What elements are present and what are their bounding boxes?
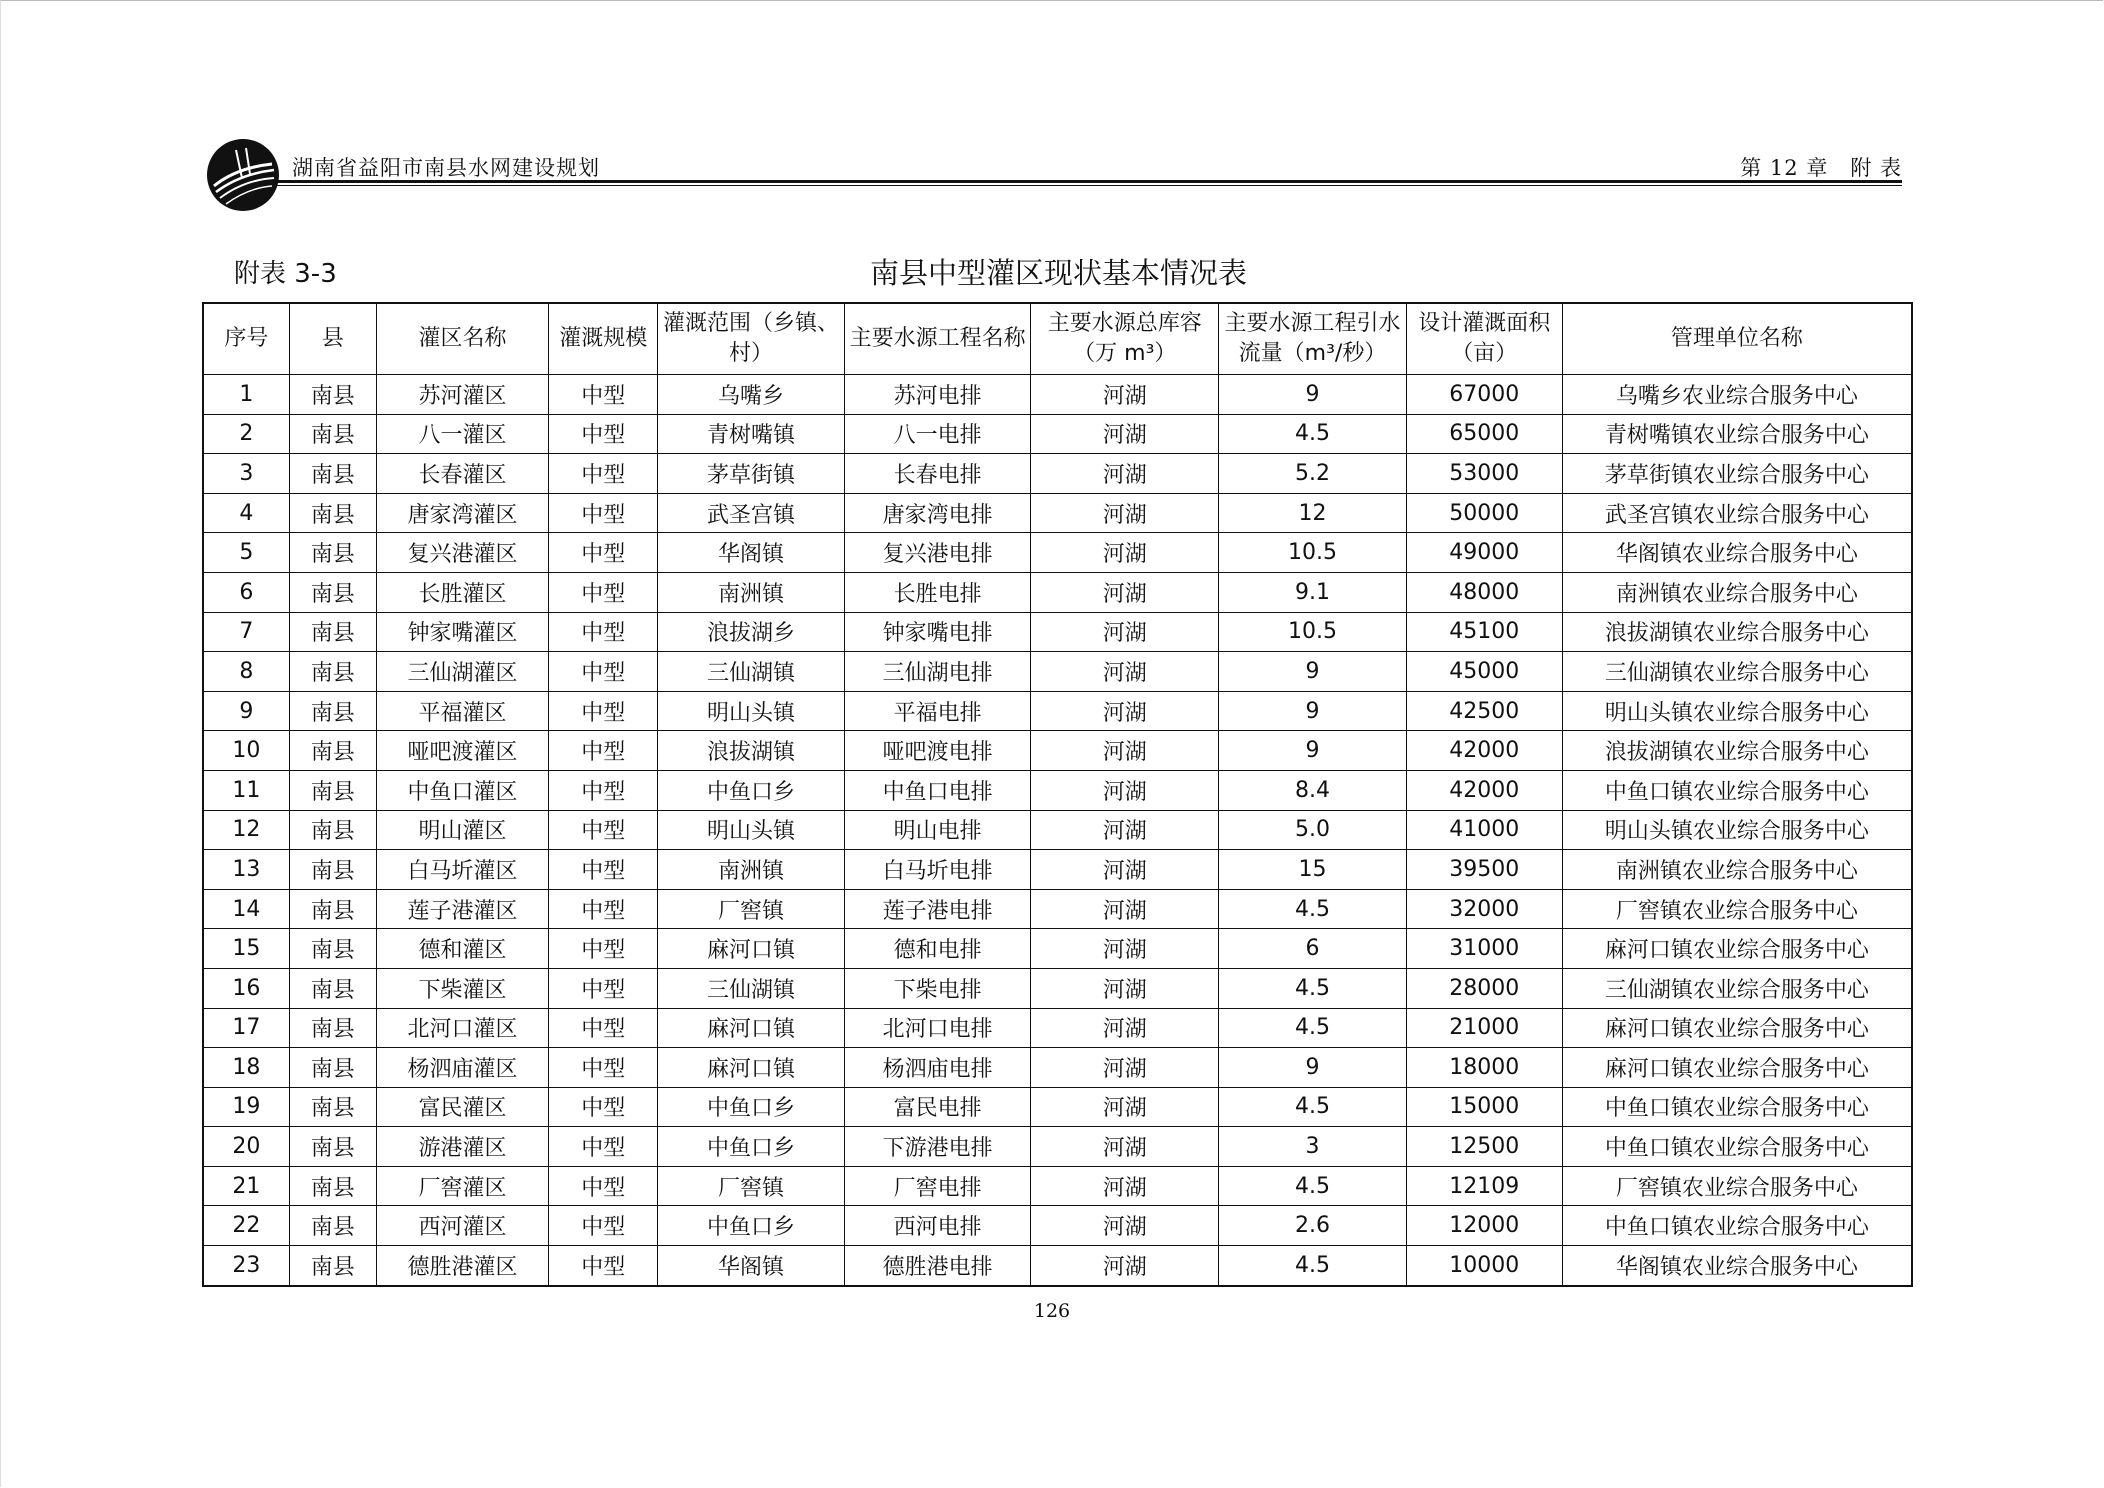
cell-index: 12 [203,810,289,850]
col-header-source-project: 主要水源工程名称 [844,303,1031,375]
cell-county: 南县 [289,1087,376,1127]
cell-design-area: 42000 [1406,770,1562,810]
cell-storage-capacity: 河湖 [1031,454,1219,494]
cell-flow-rate: 9 [1219,731,1407,771]
cell-county: 南县 [289,1246,376,1286]
cell-management-unit: 武圣宫镇农业综合服务中心 [1562,493,1912,533]
cell-design-area: 28000 [1406,968,1562,1008]
cell-county: 南县 [289,1048,376,1088]
cell-flow-rate: 4.5 [1219,1246,1407,1286]
cell-range: 明山头镇 [658,810,845,850]
cell-flow-rate: 12 [1219,493,1407,533]
cell-range: 中鱼口乡 [658,1206,845,1246]
cell-management-unit: 明山头镇农业综合服务中心 [1562,810,1912,850]
cell-district-name: 北河口灌区 [376,1008,549,1048]
table-header-row [203,303,1912,375]
cell-scale: 中型 [549,691,658,731]
cell-source-project: 平福电排 [844,691,1031,731]
cell-index: 21 [203,1166,289,1206]
cell-source-project: 中鱼口电排 [844,770,1031,810]
cell-design-area: 42500 [1406,691,1562,731]
table-row [203,493,1912,533]
cell-management-unit: 麻河口镇农业综合服务中心 [1562,929,1912,969]
cell-source-project: 哑吧渡电排 [844,731,1031,771]
cell-design-area: 65000 [1406,414,1562,454]
cell-district-name: 明山灌区 [376,810,549,850]
cell-flow-rate: 4.5 [1219,889,1407,929]
cell-index: 13 [203,850,289,890]
cell-county: 南县 [289,454,376,494]
table-row [203,1246,1912,1286]
cell-storage-capacity: 河湖 [1031,1206,1219,1246]
cell-design-area: 45100 [1406,612,1562,652]
col-header-district-name: 灌区名称 [376,303,549,375]
cell-management-unit: 厂窖镇农业综合服务中心 [1562,889,1912,929]
cell-management-unit: 茅草街镇农业综合服务中心 [1562,454,1912,494]
cell-range: 中鱼口乡 [658,1127,845,1167]
cell-flow-rate: 4.5 [1219,968,1407,1008]
cell-range: 华阁镇 [658,533,845,573]
cell-flow-rate: 10.5 [1219,533,1407,573]
cell-scale: 中型 [549,1246,658,1286]
cell-storage-capacity: 河湖 [1031,375,1219,415]
cell-management-unit: 中鱼口镇农业综合服务中心 [1562,770,1912,810]
cell-range: 厂窖镇 [658,889,845,929]
cell-district-name: 杨泗庙灌区 [376,1048,549,1088]
cell-county: 南县 [289,850,376,890]
cell-flow-rate: 9 [1219,652,1407,692]
cell-range: 麻河口镇 [658,1048,845,1088]
cell-index: 2 [203,414,289,454]
cell-district-name: 平福灌区 [376,691,549,731]
table-row [203,810,1912,850]
cell-flow-rate: 15 [1219,850,1407,890]
cell-design-area: 10000 [1406,1246,1562,1286]
table-row [203,572,1912,612]
cell-district-name: 游港灌区 [376,1127,549,1167]
cell-county: 南县 [289,889,376,929]
cell-storage-capacity: 河湖 [1031,572,1219,612]
cell-scale: 中型 [549,1206,658,1246]
cell-source-project: 下柴电排 [844,968,1031,1008]
cell-index: 8 [203,652,289,692]
cell-design-area: 50000 [1406,493,1562,533]
cell-scale: 中型 [549,572,658,612]
cell-scale: 中型 [549,929,658,969]
cell-range: 茅草街镇 [658,454,845,494]
table-row [203,1166,1912,1206]
cell-management-unit: 青树嘴镇农业综合服务中心 [1562,414,1912,454]
cell-district-name: 三仙湖灌区 [376,652,549,692]
cell-index: 14 [203,889,289,929]
cell-design-area: 41000 [1406,810,1562,850]
table-body [203,375,1912,1286]
cell-index: 15 [203,929,289,969]
cell-county: 南县 [289,533,376,573]
table-row [203,1008,1912,1048]
cell-range: 三仙湖镇 [658,652,845,692]
table-title: 南县中型灌区现状基本情况表 [870,256,1248,290]
page-number: 126 [1033,1300,1071,1322]
cell-design-area: 53000 [1406,454,1562,494]
cell-design-area: 39500 [1406,850,1562,890]
cell-district-name: 白马圻灌区 [376,850,549,890]
table-row [203,968,1912,1008]
cell-flow-rate: 5.0 [1219,810,1407,850]
col-header-design-area: 设计灌溉面积（亩） [1406,303,1562,375]
cell-county: 南县 [289,691,376,731]
cell-flow-rate: 2.6 [1219,1206,1407,1246]
table-row [203,1048,1912,1088]
cell-district-name: 厂窖灌区 [376,1166,549,1206]
cell-district-name: 西河灌区 [376,1206,549,1246]
cell-scale: 中型 [549,770,658,810]
cell-flow-rate: 5.2 [1219,454,1407,494]
cell-source-project: 钟家嘴电排 [844,612,1031,652]
cell-storage-capacity: 河湖 [1031,1166,1219,1206]
cell-range: 乌嘴乡 [658,375,845,415]
cell-source-project: 杨泗庙电排 [844,1048,1031,1088]
cell-scale: 中型 [549,1048,658,1088]
document-title: 湖南省益阳市南县水网建设规划 [292,156,600,180]
cell-storage-capacity: 河湖 [1031,1087,1219,1127]
cell-flow-rate: 8.4 [1219,770,1407,810]
table-row [203,1127,1912,1167]
cell-scale: 中型 [549,1087,658,1127]
cell-source-project: 下游港电排 [844,1127,1031,1167]
cell-design-area: 32000 [1406,889,1562,929]
cell-district-name: 莲子港灌区 [376,889,549,929]
cell-district-name: 德和灌区 [376,929,549,969]
cell-management-unit: 乌嘴乡农业综合服务中心 [1562,375,1912,415]
cell-flow-rate: 4.5 [1219,1008,1407,1048]
cell-index: 5 [203,533,289,573]
table-row [203,770,1912,810]
cell-range: 浪拔湖乡 [658,612,845,652]
cell-storage-capacity: 河湖 [1031,929,1219,969]
col-header-range: 灌溉范围（乡镇、村） [658,303,845,375]
cell-scale: 中型 [549,1166,658,1206]
cell-district-name: 复兴港灌区 [376,533,549,573]
cell-flow-rate: 6 [1219,929,1407,969]
cell-source-project: 三仙湖电排 [844,652,1031,692]
cell-source-project: 长胜电排 [844,572,1031,612]
cell-range: 浪拔湖镇 [658,731,845,771]
cell-range: 武圣宫镇 [658,493,845,533]
cell-design-area: 15000 [1406,1087,1562,1127]
cell-district-name: 下柴灌区 [376,968,549,1008]
cell-management-unit: 华阁镇农业综合服务中心 [1562,1246,1912,1286]
cell-county: 南县 [289,572,376,612]
cell-source-project: 复兴港电排 [844,533,1031,573]
table-row [203,375,1912,415]
cell-scale: 中型 [549,652,658,692]
cell-index: 19 [203,1087,289,1127]
cell-design-area: 48000 [1406,572,1562,612]
cell-scale: 中型 [549,612,658,652]
header-rule-thin [272,185,1902,186]
cell-county: 南县 [289,612,376,652]
cell-district-name: 钟家嘴灌区 [376,612,549,652]
cell-source-project: 莲子港电排 [844,889,1031,929]
cell-storage-capacity: 河湖 [1031,493,1219,533]
cell-management-unit: 浪拔湖镇农业综合服务中心 [1562,612,1912,652]
cell-county: 南县 [289,968,376,1008]
cell-district-name: 苏河灌区 [376,375,549,415]
cell-index: 17 [203,1008,289,1048]
cell-county: 南县 [289,1166,376,1206]
cell-flow-rate: 4.5 [1219,1166,1407,1206]
cell-management-unit: 华阁镇农业综合服务中心 [1562,533,1912,573]
cell-source-project: 苏河电排 [844,375,1031,415]
cell-index: 6 [203,572,289,612]
cell-source-project: 德和电排 [844,929,1031,969]
cell-scale: 中型 [549,968,658,1008]
cell-storage-capacity: 河湖 [1031,533,1219,573]
cell-storage-capacity: 河湖 [1031,889,1219,929]
cell-source-project: 德胜港电排 [844,1246,1031,1286]
col-header-management-unit: 管理单位名称 [1562,303,1912,375]
table-row [203,533,1912,573]
cell-management-unit: 明山头镇农业综合服务中心 [1562,691,1912,731]
cell-management-unit: 南洲镇农业综合服务中心 [1562,850,1912,890]
cell-source-project: 白马圻电排 [844,850,1031,890]
col-header-county: 县 [289,303,376,375]
table-row [203,414,1912,454]
cell-index: 4 [203,493,289,533]
cell-flow-rate: 10.5 [1219,612,1407,652]
cell-management-unit: 中鱼口镇农业综合服务中心 [1562,1206,1912,1246]
cell-management-unit: 厂窖镇农业综合服务中心 [1562,1166,1912,1206]
cell-district-name: 中鱼口灌区 [376,770,549,810]
cell-county: 南县 [289,810,376,850]
cell-storage-capacity: 河湖 [1031,1127,1219,1167]
cell-management-unit: 麻河口镇农业综合服务中心 [1562,1008,1912,1048]
irrigation-table [202,302,1913,1287]
cell-range: 华阁镇 [658,1246,845,1286]
cell-source-project: 北河口电排 [844,1008,1031,1048]
cell-range: 麻河口镇 [658,929,845,969]
cell-index: 22 [203,1206,289,1246]
cell-flow-rate: 9 [1219,375,1407,415]
cell-index: 11 [203,770,289,810]
table-row [203,889,1912,929]
cell-source-project: 长春电排 [844,454,1031,494]
cell-scale: 中型 [549,850,658,890]
cell-district-name: 德胜港灌区 [376,1246,549,1286]
cell-scale: 中型 [549,493,658,533]
cell-design-area: 21000 [1406,1008,1562,1048]
cell-design-area: 49000 [1406,533,1562,573]
cell-design-area: 31000 [1406,929,1562,969]
cell-district-name: 八一灌区 [376,414,549,454]
cell-source-project: 富民电排 [844,1087,1031,1127]
header-rule [272,180,1902,183]
cell-design-area: 42000 [1406,731,1562,771]
cell-county: 南县 [289,1206,376,1246]
cell-district-name: 长春灌区 [376,454,549,494]
cell-management-unit: 麻河口镇农业综合服务中心 [1562,1048,1912,1088]
cell-flow-rate: 9 [1219,691,1407,731]
table-row [203,691,1912,731]
cell-storage-capacity: 河湖 [1031,968,1219,1008]
cell-management-unit: 三仙湖镇农业综合服务中心 [1562,968,1912,1008]
col-header-scale: 灌溉规模 [549,303,658,375]
cell-flow-rate: 9.1 [1219,572,1407,612]
cell-management-unit: 中鱼口镇农业综合服务中心 [1562,1087,1912,1127]
cell-range: 厂窖镇 [658,1166,845,1206]
cell-management-unit: 浪拔湖镇农业综合服务中心 [1562,731,1912,771]
cell-district-name: 富民灌区 [376,1087,549,1127]
cell-index: 10 [203,731,289,771]
table-row [203,652,1912,692]
cell-index: 18 [203,1048,289,1088]
cell-scale: 中型 [549,414,658,454]
cell-scale: 中型 [549,889,658,929]
cell-county: 南县 [289,375,376,415]
cell-range: 青树嘴镇 [658,414,845,454]
cell-range: 三仙湖镇 [658,968,845,1008]
cell-county: 南县 [289,652,376,692]
cell-county: 南县 [289,493,376,533]
table-row [203,731,1912,771]
cell-index: 20 [203,1127,289,1167]
cell-index: 3 [203,454,289,494]
cell-storage-capacity: 河湖 [1031,691,1219,731]
cell-range: 明山头镇 [658,691,845,731]
cell-design-area: 12500 [1406,1127,1562,1167]
cell-range: 中鱼口乡 [658,770,845,810]
cell-scale: 中型 [549,731,658,771]
cell-storage-capacity: 河湖 [1031,850,1219,890]
cell-design-area: 45000 [1406,652,1562,692]
cell-management-unit: 中鱼口镇农业综合服务中心 [1562,1127,1912,1167]
cell-source-project: 八一电排 [844,414,1031,454]
cell-storage-capacity: 河湖 [1031,652,1219,692]
cell-scale: 中型 [549,533,658,573]
cell-flow-rate: 3 [1219,1127,1407,1167]
cell-design-area: 12000 [1406,1206,1562,1246]
cell-scale: 中型 [549,810,658,850]
table-label: 附表 3-3 [234,259,337,289]
cell-source-project: 明山电排 [844,810,1031,850]
cell-scale: 中型 [549,375,658,415]
cell-management-unit: 三仙湖镇农业综合服务中心 [1562,652,1912,692]
chapter-label: 第 12 章 附 表 [1740,156,1902,180]
cell-storage-capacity: 河湖 [1031,1008,1219,1048]
cell-storage-capacity: 河湖 [1031,1048,1219,1088]
cell-storage-capacity: 河湖 [1031,810,1219,850]
cell-scale: 中型 [549,454,658,494]
cell-district-name: 哑吧渡灌区 [376,731,549,771]
cell-index: 23 [203,1246,289,1286]
cell-design-area: 12109 [1406,1166,1562,1206]
cell-scale: 中型 [549,1127,658,1167]
cell-range: 麻河口镇 [658,1008,845,1048]
cell-district-name: 唐家湾灌区 [376,493,549,533]
table-row [203,929,1912,969]
table-row [203,612,1912,652]
cell-design-area: 18000 [1406,1048,1562,1088]
table-row [203,850,1912,890]
cell-county: 南县 [289,770,376,810]
cell-source-project: 西河电排 [844,1206,1031,1246]
cell-county: 南县 [289,929,376,969]
cell-range: 中鱼口乡 [658,1087,845,1127]
col-header-storage-capacity: 主要水源总库容（万 m³） [1031,303,1219,375]
table-row [203,1087,1912,1127]
cell-storage-capacity: 河湖 [1031,612,1219,652]
cell-source-project: 唐家湾电排 [844,493,1031,533]
cell-storage-capacity: 河湖 [1031,1246,1219,1286]
cell-management-unit: 南洲镇农业综合服务中心 [1562,572,1912,612]
cell-storage-capacity: 河湖 [1031,731,1219,771]
col-header-flow-rate: 主要水源工程引水流量（m³/秒） [1219,303,1407,375]
cell-county: 南县 [289,1127,376,1167]
cell-flow-rate: 9 [1219,1048,1407,1088]
cell-storage-capacity: 河湖 [1031,770,1219,810]
cell-index: 1 [203,375,289,415]
cell-county: 南县 [289,731,376,771]
col-header-index: 序号 [203,303,289,375]
cell-storage-capacity: 河湖 [1031,414,1219,454]
cell-range: 南洲镇 [658,572,845,612]
table-row [203,1206,1912,1246]
cell-source-project: 厂窖电排 [844,1166,1031,1206]
cell-design-area: 67000 [1406,375,1562,415]
cell-flow-rate: 4.5 [1219,414,1407,454]
cell-district-name: 长胜灌区 [376,572,549,612]
cell-range: 南洲镇 [658,850,845,890]
page-header [210,138,1902,182]
cell-scale: 中型 [549,1008,658,1048]
cell-index: 16 [203,968,289,1008]
cell-county: 南县 [289,1008,376,1048]
cell-index: 9 [203,691,289,731]
cell-index: 7 [203,612,289,652]
cell-flow-rate: 4.5 [1219,1087,1407,1127]
logo-icon [206,138,280,212]
table-row [203,454,1912,494]
cell-county: 南县 [289,414,376,454]
